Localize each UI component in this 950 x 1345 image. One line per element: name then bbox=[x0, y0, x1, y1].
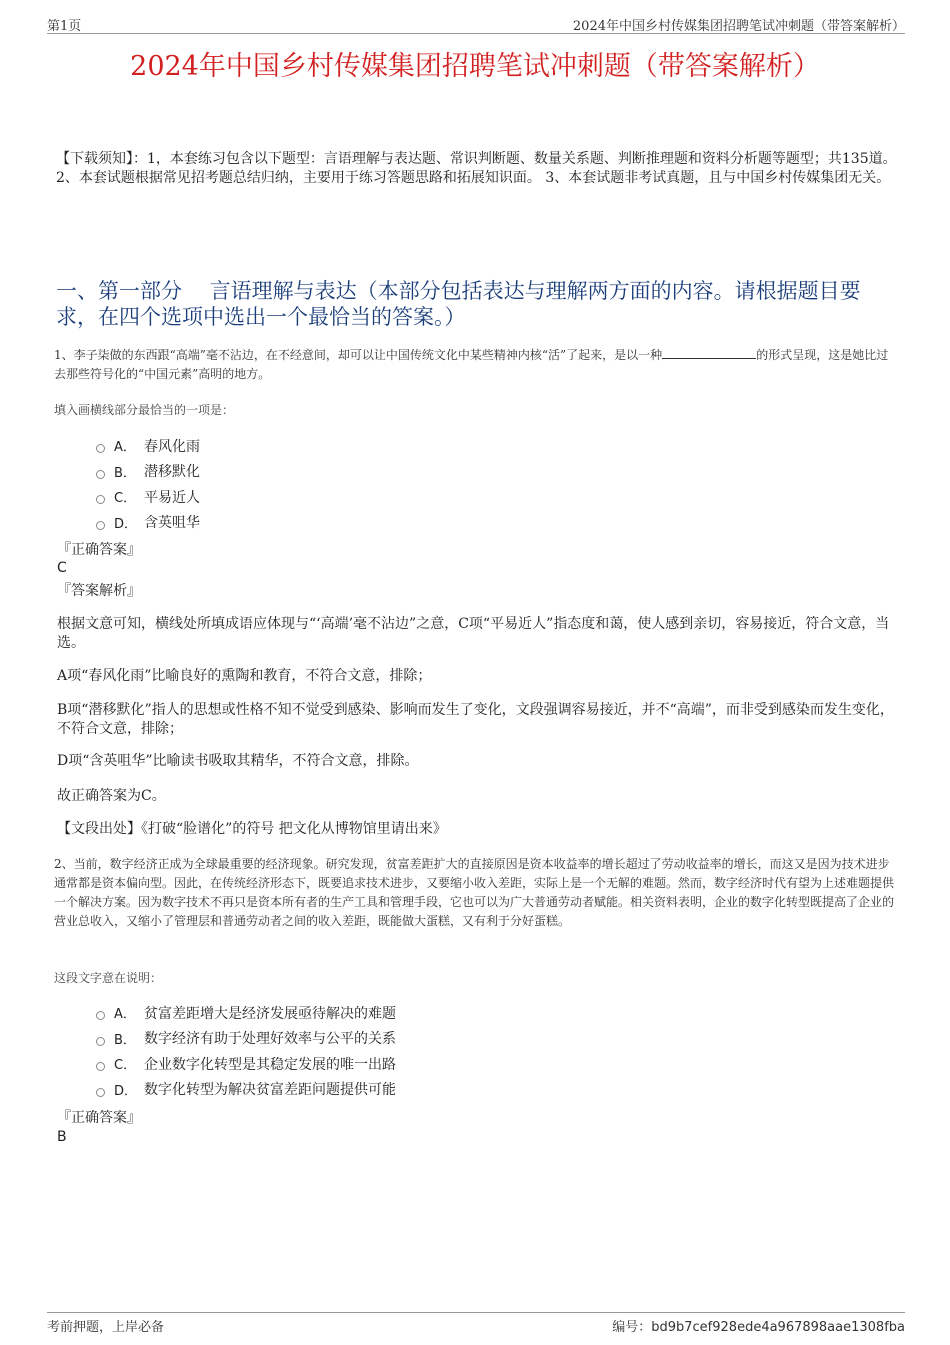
option-d[interactable]: D． 含英咀华 bbox=[96, 510, 200, 536]
option-a[interactable]: A． 贫富差距增大是经济发展亟待解决的难题 bbox=[96, 1000, 396, 1026]
answer-label: 『正确答案』 bbox=[57, 542, 141, 558]
question-2-options bbox=[96, 1000, 396, 1102]
question-1-stem-before: 1、李子柒做的东西跟“高端”毫不沾边，在不经意间，却可以让中国传统文化中某些精神内核“活”了起来，是以一种 bbox=[54, 348, 663, 362]
document-id-label: 编号： bbox=[612, 1320, 652, 1335]
radio-icon[interactable] bbox=[96, 444, 105, 453]
option-c[interactable]: C． 平易近人 bbox=[96, 484, 200, 510]
page-footer bbox=[47, 1312, 905, 1335]
radio-icon[interactable] bbox=[96, 495, 105, 504]
download-notice: 【下载须知】：1，本套练习包含以下题型：言语理解与表达题、常识判断题、数量关系题、判断推理题和资料分析题等题型；共135道。 2、本套试题根据常见招考题总结归纳，主要用于练习答题思路和拓展知识面。 3、本套试题非考试真题，且与中国乡村传媒集团无关。 bbox=[56, 151, 897, 186]
section-heading: 一、第一部分 言语理解与表达（本部分包括表达与理解两方面的内容。请根据题目要求，在四个选项中选出一个最恰当的答案。） bbox=[56, 279, 861, 329]
analysis-paragraph: B项“潜移默化”指人的思想或性格不知不觉受到感染、影响而发生了变化，文段强调容易接近，并不“高端”，而非受到感染而发生变化，不符合文意，排除； bbox=[57, 702, 894, 737]
radio-icon[interactable] bbox=[96, 470, 105, 479]
footer-slogan: 考前押题，上岸必备 bbox=[47, 1320, 165, 1335]
answer-value: B bbox=[57, 1129, 67, 1145]
document-id bbox=[612, 1316, 905, 1335]
analysis-paragraph: 故正确答案为C。 bbox=[57, 788, 166, 804]
option-d[interactable]: D． 数字化转型为解决贫富差距问题提供可能 bbox=[96, 1077, 396, 1103]
analysis-paragraph: 根据文意可知，横线处所填成语应体现与“‘高端’毫不沾边”之意，C项“平易近人”指态度和蔼，使人感到亲切，容易接近，符合文意，当选。 bbox=[57, 616, 890, 651]
header-doc-title: 2024年中国乡村传媒集团招聘笔试冲刺题（带答案解析） bbox=[572, 19, 905, 34]
option-b[interactable]: B． 数字经济有助于处理好效率与公平的关系 bbox=[96, 1026, 396, 1052]
radio-icon[interactable] bbox=[96, 1011, 105, 1020]
source-citation: 【文段出处】《打破“脸谱化”的符号 把文化从博物馆里请出来》 bbox=[57, 821, 447, 837]
question-1-options bbox=[96, 433, 200, 535]
document-id-code: bd9b7cef928ede4a967898aae1308fba bbox=[651, 1320, 905, 1335]
answer-label: 『正确答案』 bbox=[57, 1110, 141, 1126]
question-2-stem: 2、当前，数字经济正成为全球最重要的经济现象。研究发现，贫富差距扩大的直接原因是资本收益率的增长超过了劳动收益率的增长，而这又是因为技术进步通常都是资本偏向型。因此，在传统经济形态下，既要追求技术进步，又要缩小收入差距，实际上是一个无解的难题。然而，数字经济时代有望为上述难题提供一个解决方案。因为数字技术不再只是资本所有者的生产工具和管理手段，它也可以为广大普通劳动者赋能。相关资料表明，企业的数字化转型既提高了企业的营业总收入，又缩小了管理层和普通劳动者之间的收入差距，既能做大蛋糕，又有利于分好蛋糕。 bbox=[54, 857, 895, 928]
question-1-prompt: 填入画横线部分最恰当的一项是： bbox=[54, 403, 235, 417]
analysis-paragraph: A项“春风化雨”比喻良好的熏陶和教育，不符合文意，排除； bbox=[57, 668, 432, 684]
question-2-prompt: 这段文字意在说明： bbox=[54, 971, 163, 985]
question-1-stem bbox=[54, 346, 898, 384]
radio-icon[interactable] bbox=[96, 1088, 105, 1097]
answer-value: C bbox=[57, 560, 67, 576]
page-title: 2024年中国乡村传媒集团招聘笔试冲刺题（带答案解析） bbox=[130, 51, 820, 82]
option-a[interactable]: A． 春风化雨 bbox=[96, 433, 200, 459]
analysis-paragraph: D项“含英咀华”比喻读书吸取其精华，不符合文意，排除。 bbox=[57, 753, 419, 769]
page-header bbox=[47, 14, 905, 34]
option-b[interactable]: B． 潜移默化 bbox=[96, 459, 200, 485]
radio-icon[interactable] bbox=[96, 521, 105, 530]
fill-blank bbox=[662, 346, 756, 359]
radio-icon[interactable] bbox=[96, 1037, 105, 1046]
analysis-label: 『答案解析』 bbox=[57, 583, 141, 599]
option-c[interactable]: C． 企业数字化转型是其稳定发展的唯一出路 bbox=[96, 1051, 396, 1077]
page-number: 第1页 bbox=[47, 19, 82, 34]
question-1-stem-after: 的形式呈现，这是她比过去那些符号化的“中国元素”高明的地方。 bbox=[54, 348, 889, 381]
radio-icon[interactable] bbox=[96, 1062, 105, 1071]
